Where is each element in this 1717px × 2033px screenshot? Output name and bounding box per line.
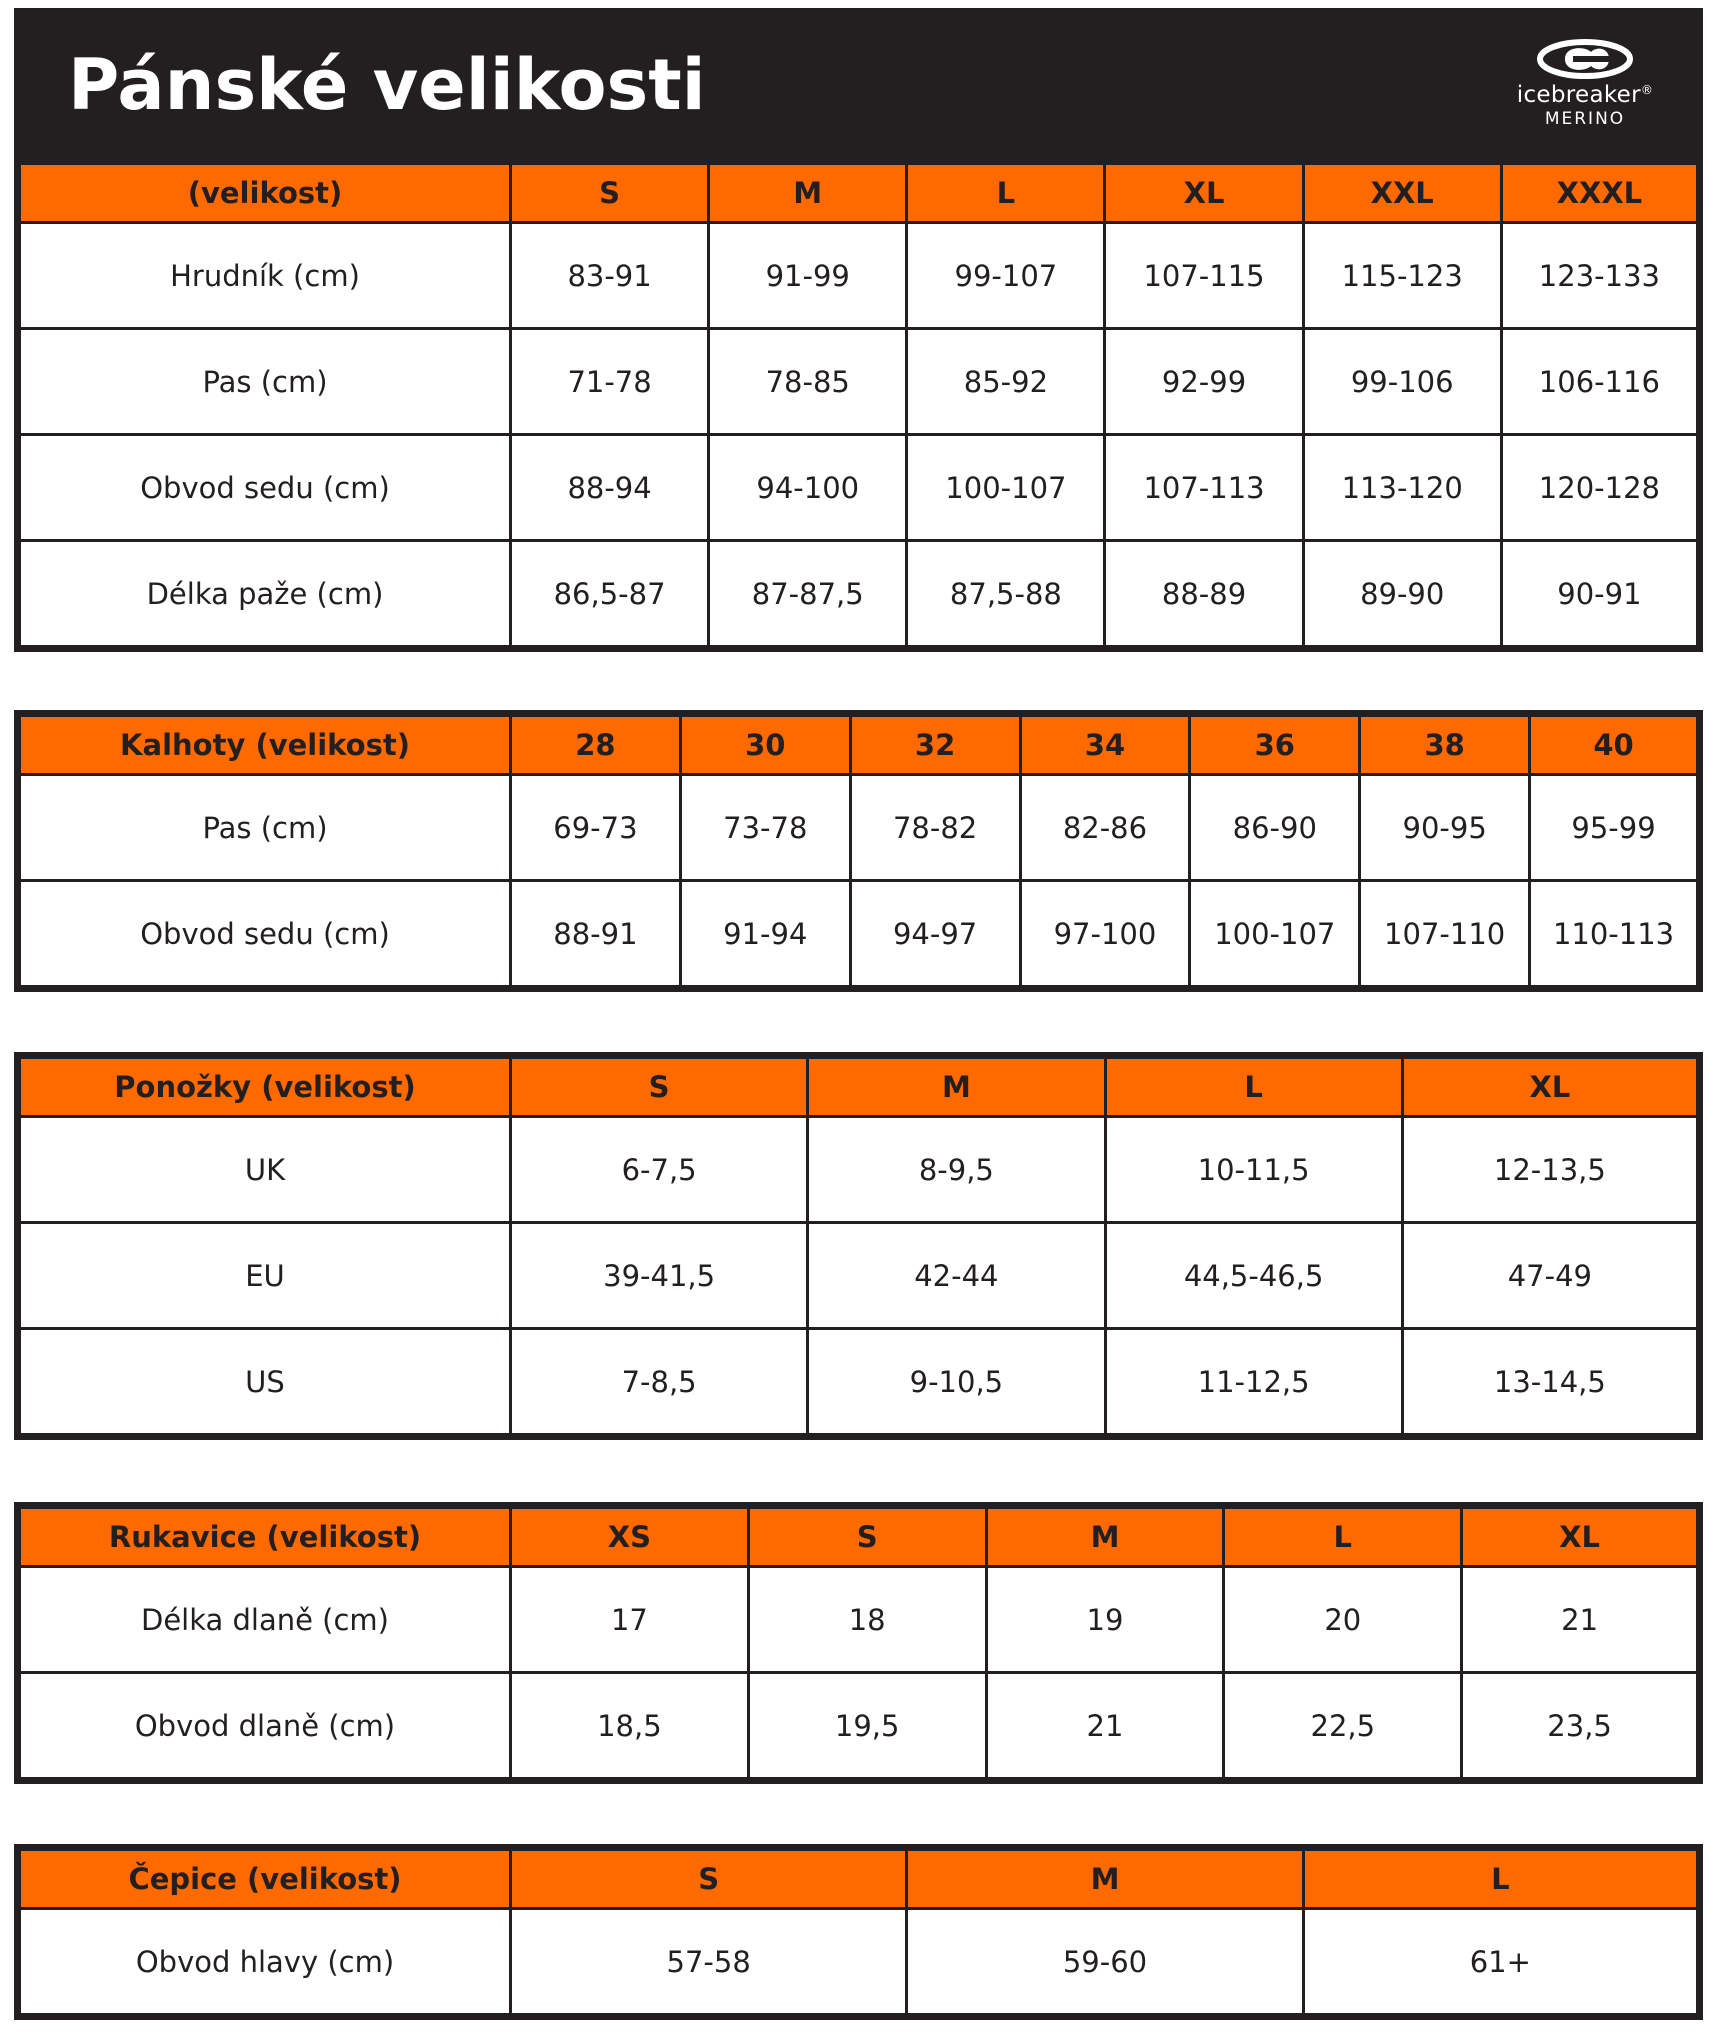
- table-cell: 17: [511, 1567, 749, 1673]
- table-cell: 99-106: [1303, 329, 1501, 435]
- table-header-row: [18, 1848, 1700, 1909]
- size-column-header: XXXL: [1501, 163, 1699, 223]
- size-column-header: 30: [680, 714, 850, 775]
- table-cell: 99-107: [907, 223, 1105, 329]
- size-header-label: Rukavice (velikost): [18, 1506, 511, 1567]
- size-column-header: M: [907, 1848, 1303, 1909]
- table-cell: 78-82: [850, 775, 1020, 881]
- table-cell: 21: [1462, 1567, 1700, 1673]
- table-cell: 19,5: [748, 1673, 986, 1781]
- table-cell: 115-123: [1303, 223, 1501, 329]
- shirts-size-table: [14, 161, 1703, 652]
- size-column-header: S: [511, 1056, 808, 1117]
- row-label: Pas (cm): [18, 329, 511, 435]
- row-label: Hrudník (cm): [18, 223, 511, 329]
- table-cell: 123-133: [1501, 223, 1699, 329]
- table-cell: 86-90: [1190, 775, 1360, 881]
- row-label: Obvod sedu (cm): [18, 435, 511, 541]
- table-cell: 110-113: [1530, 881, 1700, 989]
- size-header-label: (velikost): [18, 163, 511, 223]
- table-cell: 82-86: [1020, 775, 1190, 881]
- table-cell: 71-78: [511, 329, 709, 435]
- table-row: [18, 223, 1700, 329]
- size-header-label: Čepice (velikost): [18, 1848, 511, 1909]
- table-cell: 23,5: [1462, 1673, 1700, 1781]
- row-label: Obvod dlaně (cm): [18, 1673, 511, 1781]
- table-cell: 7-8,5: [511, 1329, 808, 1437]
- caps-size-table: [14, 1844, 1703, 2020]
- table-cell: 97-100: [1020, 881, 1190, 989]
- table-cell: 12-13,5: [1402, 1117, 1699, 1223]
- row-label: Délka paže (cm): [18, 541, 511, 649]
- size-column-header: XS: [511, 1506, 749, 1567]
- table-cell: 90-91: [1501, 541, 1699, 649]
- table-cell: 88-89: [1105, 541, 1303, 649]
- gloves-size-table: [14, 1502, 1703, 1784]
- table-row: [18, 1909, 1700, 2017]
- table-cell: 91-94: [680, 881, 850, 989]
- size-column-header: 32: [850, 714, 1020, 775]
- row-label: Délka dlaně (cm): [18, 1567, 511, 1673]
- table-cell: 69-73: [511, 775, 681, 881]
- table-cell: 13-14,5: [1402, 1329, 1699, 1437]
- table-cell: 106-116: [1501, 329, 1699, 435]
- table-cell: 94-97: [850, 881, 1020, 989]
- table-row: [18, 1117, 1700, 1223]
- table-cell: 107-113: [1105, 435, 1303, 541]
- table-cell: 107-115: [1105, 223, 1303, 329]
- table-cell: 87-87,5: [709, 541, 907, 649]
- table-header-row: [18, 163, 1700, 223]
- socks-size-table: [14, 1052, 1703, 1440]
- table-cell: 94-100: [709, 435, 907, 541]
- table-cell: 85-92: [907, 329, 1105, 435]
- table-cell: 19: [986, 1567, 1224, 1673]
- size-header-label: Kalhoty (velikost): [18, 714, 511, 775]
- table-cell: 73-78: [680, 775, 850, 881]
- size-column-header: XL: [1402, 1056, 1699, 1117]
- row-label: Pas (cm): [18, 775, 511, 881]
- size-header-label: Ponožky (velikost): [18, 1056, 511, 1117]
- size-column-header: S: [748, 1506, 986, 1567]
- table-cell: 18: [748, 1567, 986, 1673]
- table-cell: 107-110: [1360, 881, 1530, 989]
- table-cell: 100-107: [907, 435, 1105, 541]
- size-column-header: L: [1105, 1056, 1402, 1117]
- table-cell: 88-91: [511, 881, 681, 989]
- table-header-row: [18, 714, 1700, 775]
- table-row: [18, 881, 1700, 989]
- row-label: Obvod sedu (cm): [18, 881, 511, 989]
- table-cell: 89-90: [1303, 541, 1501, 649]
- table-cell: 22,5: [1224, 1673, 1462, 1781]
- table-cell: 9-10,5: [808, 1329, 1105, 1437]
- table-cell: 39-41,5: [511, 1223, 808, 1329]
- table-cell: 61+: [1303, 1909, 1699, 2017]
- table-cell: 92-99: [1105, 329, 1303, 435]
- table-row: [18, 1567, 1700, 1673]
- table-cell: 91-99: [709, 223, 907, 329]
- page-title: Pánské velikosti: [68, 44, 706, 126]
- table-cell: 10-11,5: [1105, 1117, 1402, 1223]
- logo-name: icebreaker®: [1516, 82, 1654, 108]
- size-column-header: XXL: [1303, 163, 1501, 223]
- size-column-header: 34: [1020, 714, 1190, 775]
- table-row: [18, 1223, 1700, 1329]
- table-cell: 11-12,5: [1105, 1329, 1402, 1437]
- table-row: [18, 1329, 1700, 1437]
- size-column-header: XL: [1462, 1506, 1700, 1567]
- icebreaker-logo-icon: [1535, 38, 1635, 80]
- size-column-header: 38: [1360, 714, 1530, 775]
- table-cell: 95-99: [1530, 775, 1700, 881]
- table-cell: 47-49: [1402, 1223, 1699, 1329]
- table-header-row: [18, 1056, 1700, 1117]
- size-column-header: L: [1303, 1848, 1699, 1909]
- table-cell: 88-94: [511, 435, 709, 541]
- table-cell: 21: [986, 1673, 1224, 1781]
- table-cell: 42-44: [808, 1223, 1105, 1329]
- row-label: EU: [18, 1223, 511, 1329]
- table-header-row: [18, 1506, 1700, 1567]
- logo-subtitle: MERINO: [1544, 109, 1626, 129]
- table-cell: 8-9,5: [808, 1117, 1105, 1223]
- size-column-header: S: [511, 163, 709, 223]
- table-row: [18, 329, 1700, 435]
- table-cell: 78-85: [709, 329, 907, 435]
- table-cell: 44,5-46,5: [1105, 1223, 1402, 1329]
- table-cell: 113-120: [1303, 435, 1501, 541]
- size-column-header: M: [986, 1506, 1224, 1567]
- table-row: [18, 541, 1700, 649]
- table-row: [18, 1673, 1700, 1781]
- size-column-header: 40: [1530, 714, 1700, 775]
- table-cell: 6-7,5: [511, 1117, 808, 1223]
- table-cell: 18,5: [511, 1673, 749, 1781]
- size-column-header: 36: [1190, 714, 1360, 775]
- table-cell: 86,5-87: [511, 541, 709, 649]
- size-column-header: L: [907, 163, 1105, 223]
- size-column-header: M: [709, 163, 907, 223]
- table-cell: 120-128: [1501, 435, 1699, 541]
- row-label: Obvod hlavy (cm): [18, 1909, 511, 2017]
- size-column-header: M: [808, 1056, 1105, 1117]
- table-cell: 20: [1224, 1567, 1462, 1673]
- size-column-header: 28: [511, 714, 681, 775]
- table-cell: 83-91: [511, 223, 709, 329]
- table-row: [18, 775, 1700, 881]
- table-cell: 90-95: [1360, 775, 1530, 881]
- trousers-size-table: [14, 710, 1703, 992]
- table-row: [18, 435, 1700, 541]
- header-band: [14, 8, 1703, 172]
- table-cell: 57-58: [511, 1909, 907, 2017]
- table-cell: 100-107: [1190, 881, 1360, 989]
- brand-logo: [1505, 38, 1665, 128]
- size-column-header: L: [1224, 1506, 1462, 1567]
- row-label: UK: [18, 1117, 511, 1223]
- table-cell: 87,5-88: [907, 541, 1105, 649]
- size-column-header: XL: [1105, 163, 1303, 223]
- size-column-header: S: [511, 1848, 907, 1909]
- table-cell: 59-60: [907, 1909, 1303, 2017]
- row-label: US: [18, 1329, 511, 1437]
